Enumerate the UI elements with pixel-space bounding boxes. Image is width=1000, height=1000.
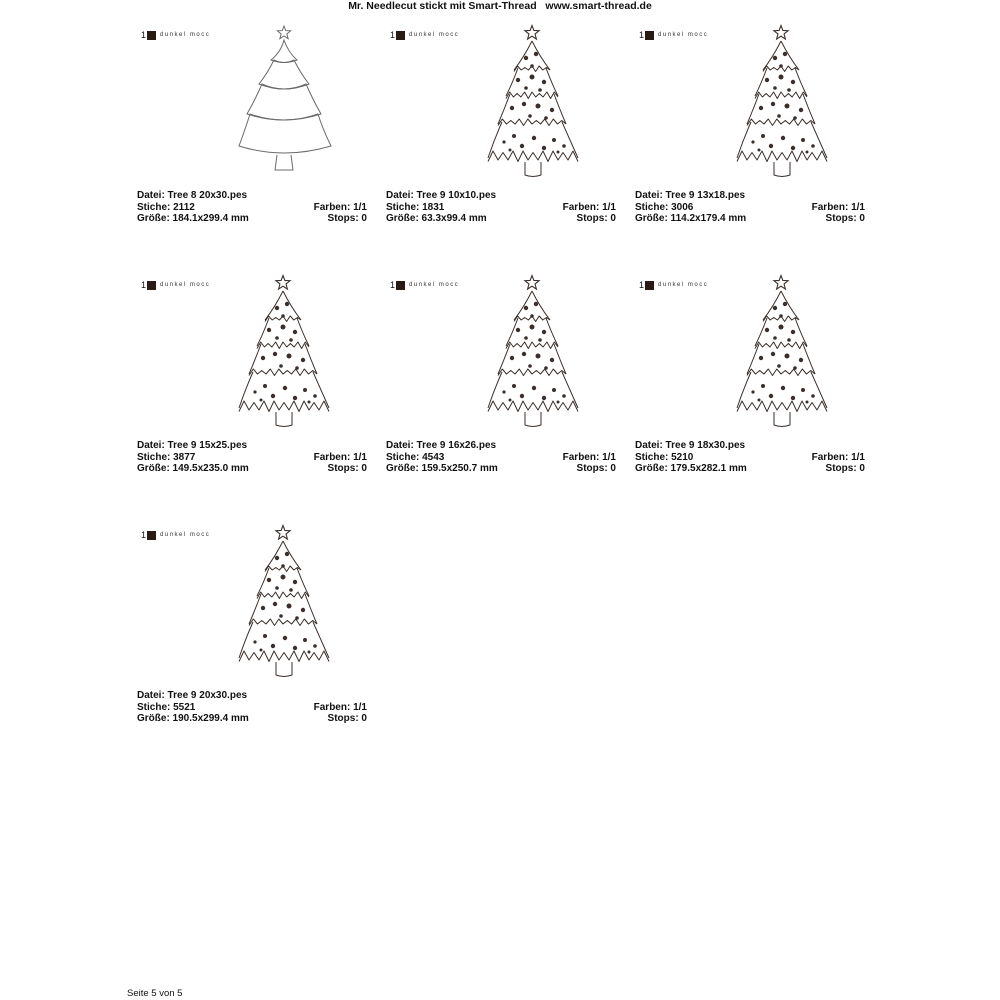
color-swatch [396, 281, 405, 290]
thread-swatch [141, 530, 210, 540]
swatch-name: dunkel mocc [409, 32, 460, 38]
design-card [386, 18, 616, 248]
datei-label: Datei: Tree 9 16x26.pes [386, 440, 497, 451]
farben-label: Farben: 1/1 [313, 701, 367, 713]
datei-label: Datei: Tree 9 10x10.pes [386, 190, 497, 201]
design-card [635, 268, 865, 498]
design-card [137, 518, 367, 748]
groesse-label: Größe: 63.3x99.4 mm [386, 213, 487, 224]
swatch-name: dunkel mocc [409, 282, 460, 288]
color-swatch [147, 31, 156, 40]
swatch-name: dunkel mocc [658, 32, 709, 38]
farben-label: Farben: 1/1 [811, 451, 865, 463]
color-swatch [645, 281, 654, 290]
datei-label: Datei: Tree 9 20x30.pes [137, 690, 248, 701]
groesse-label: Größe: 159.5x250.7 mm [386, 463, 498, 474]
swatch-number: 1 [390, 280, 396, 290]
groesse-label: Größe: 114.2x179.4 mm [635, 213, 747, 224]
farben-label: Farben: 1/1 [811, 201, 865, 213]
stops-label: Stops: 0 [327, 463, 367, 474]
swatch-number: 1 [141, 30, 147, 40]
thread-swatch [639, 30, 708, 40]
farben-label: Farben: 1/1 [313, 451, 367, 463]
datei-label: Datei: Tree 9 18x30.pes [635, 440, 746, 451]
thread-swatch [141, 280, 210, 290]
swatch-name: dunkel mocc [160, 32, 211, 38]
swatch-number: 1 [639, 30, 645, 40]
swatch-number: 1 [141, 530, 147, 540]
stops-label: Stops: 0 [576, 463, 616, 474]
datei-label: Datei: Tree 9 13x18.pes [635, 190, 746, 201]
christmas-tree-icon [486, 22, 590, 182]
page-footer: Seite 5 von 5 [127, 988, 183, 999]
farben-label: Farben: 1/1 [562, 451, 616, 463]
stiche-label: Stiche: 3006 [635, 201, 694, 213]
swatch-name: dunkel mocc [160, 532, 211, 538]
color-swatch [396, 31, 405, 40]
datei-label: Datei: Tree 9 15x25.pes [137, 440, 248, 451]
datei-label: Datei: Tree 8 20x30.pes [137, 190, 248, 201]
stiche-label: Stiche: 5210 [635, 451, 694, 463]
christmas-tree-icon [735, 22, 839, 182]
swatch-name: dunkel mocc [658, 282, 709, 288]
stiche-label: Stiche: 4543 [386, 451, 445, 463]
thread-swatch [390, 280, 459, 290]
stops-label: Stops: 0 [825, 213, 865, 224]
stops-label: Stops: 0 [825, 463, 865, 474]
groesse-label: Größe: 179.5x282.1 mm [635, 463, 747, 474]
color-swatch [147, 531, 156, 540]
color-swatch [645, 31, 654, 40]
color-swatch [147, 281, 156, 290]
groesse-label: Größe: 190.5x299.4 mm [137, 713, 249, 724]
groesse-label: Größe: 149.5x235.0 mm [137, 463, 249, 474]
groesse-label: Größe: 184.1x299.4 mm [137, 213, 249, 224]
design-info [635, 440, 865, 475]
stiche-label: Stiche: 5521 [137, 701, 196, 713]
design-info [137, 690, 367, 725]
swatch-number: 1 [390, 30, 396, 40]
design-card [635, 18, 865, 248]
design-info [635, 190, 865, 225]
design-card [386, 268, 616, 498]
thread-swatch [390, 30, 459, 40]
swatch-name: dunkel mocc [160, 282, 211, 288]
christmas-tree-icon [735, 272, 839, 432]
design-card [137, 18, 367, 248]
stops-label: Stops: 0 [576, 213, 616, 224]
design-info [386, 440, 616, 475]
design-info [386, 190, 616, 225]
design-info [137, 440, 367, 475]
design-card [137, 268, 367, 498]
stiche-label: Stiche: 3877 [137, 451, 196, 463]
stiche-label: Stiche: 1831 [386, 201, 445, 213]
stops-label: Stops: 0 [327, 213, 367, 224]
page-header: Mr. Needlecut stickt mit Smart-Thread www.smart-thread.de [348, 0, 652, 12]
christmas-tree-icon [237, 522, 341, 682]
thread-swatch [141, 30, 210, 40]
farben-label: Farben: 1/1 [313, 201, 367, 213]
thread-swatch [639, 280, 708, 290]
christmas-tree-icon [486, 272, 590, 432]
farben-label: Farben: 1/1 [562, 201, 616, 213]
design-info [137, 190, 367, 225]
christmas-tree-icon [237, 272, 341, 432]
stops-label: Stops: 0 [327, 713, 367, 724]
tree-outline-icon [237, 22, 341, 182]
stiche-label: Stiche: 2112 [137, 201, 195, 213]
swatch-number: 1 [141, 280, 147, 290]
swatch-number: 1 [639, 280, 645, 290]
